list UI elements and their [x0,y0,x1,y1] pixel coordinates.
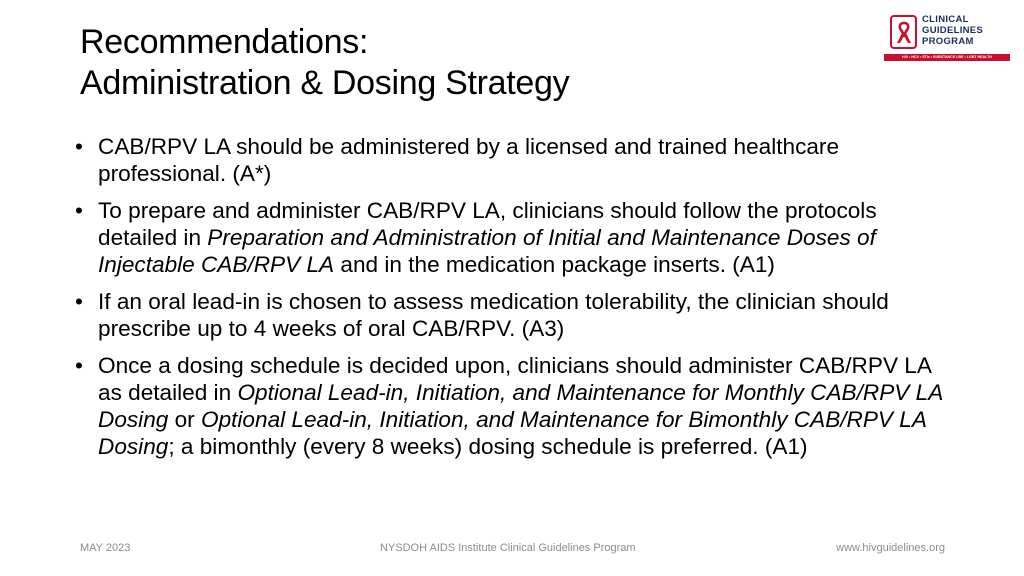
document-reference: Optional Lead-in, Initiation, and Maintenance for Bimonthly CAB/RPV LA Dosing [98,407,927,459]
footer-program: NYSDOH AIDS Institute Clinical Guidelines Program [380,542,636,554]
list-item: • If an oral lead-in is chosen to assess medication tolerability, the clinician should prescribe up to 4 weeks of oral CAB/RPV. (A3) [74,288,954,342]
logo-tagline: HIV • HCV • STIs • SUBSTANCE USE • LGBT HEALTH [884,54,1010,61]
document-reference: Preparation and Administration of Initial and Maintenance Doses of Injectable CAB/RPV LA [98,225,876,277]
footer-date: MAY 2023 [80,542,131,554]
list-item: • Once a dosing schedule is decided upon, clinicians should administer CAB/RPV LA as detailed in Optional Lead-in, Initiation, and Maintenance for Monthly CAB/RPV LA Dosing or Optional Lead-in, Initiation, and Maintenance for Bimonthly CAB/RPV LA Dosing; a bimonthly (every 8 weeks) dosing schedule is preferred. (A1) [74,352,954,460]
list-item: • CAB/RPV LA should be administered by a licensed and trained healthcare professional. (A*) [74,133,954,187]
recommendation-list [74,133,954,470]
title-line-1: Recommendations: [80,23,369,61]
logo-text [922,14,983,47]
title-line-2: Administration & Dosing Strategy [80,64,570,102]
document-reference: Optional Lead-in, Initiation, and Maintenance for Monthly CAB/RPV LA Dosing [98,380,943,432]
footer-url: www.hivguidelines.org [836,542,945,554]
clinical-guidelines-logo [884,14,1010,64]
logo-line-1: CLINICAL [922,14,969,25]
logo-line-3: PROGRAM [922,36,974,47]
page-title [80,22,569,104]
list-item: • To prepare and administer CAB/RPV LA, clinicians should follow the protocols detailed in Preparation and Administration of Initial and Maintenance Doses of Injectable CAB/RPV LA and in the medication package inserts. (A1) [74,197,954,278]
ribbon-icon [894,20,914,46]
logo-badge [890,15,917,49]
logo-line-2: GUIDELINES [922,25,984,36]
